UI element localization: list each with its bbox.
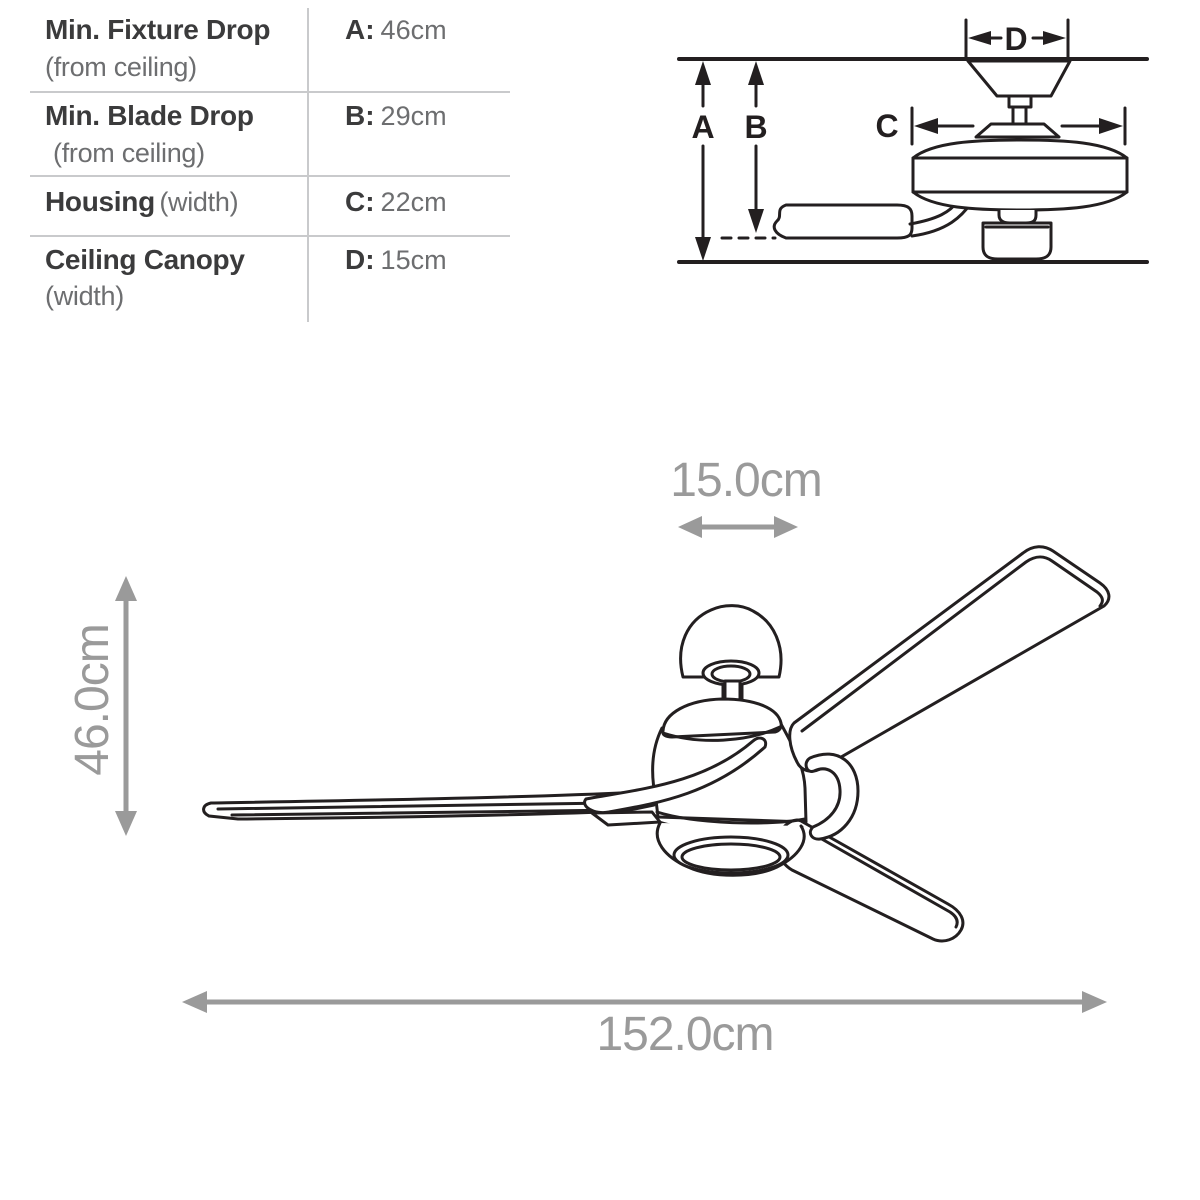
row-sublabel: (from ceiling) xyxy=(53,138,205,168)
blade-side-view xyxy=(774,205,912,238)
dim-key: A: xyxy=(345,14,375,45)
fan-blade-iron-right xyxy=(806,754,858,839)
light-kit-neck xyxy=(999,210,1036,223)
dim-key: D: xyxy=(345,244,375,275)
dim-value: 22cm xyxy=(380,187,447,217)
dimension-a-arrow xyxy=(691,61,714,261)
row-label: Ceiling Canopy xyxy=(45,244,245,275)
light-lens-outer xyxy=(674,837,788,873)
blade-span-label: 152.0cm xyxy=(596,1008,774,1061)
dim-value: 15cm xyxy=(380,245,447,275)
dimension-b-arrow xyxy=(744,61,767,233)
label-d: D xyxy=(1004,21,1028,57)
canopy-collar xyxy=(1009,96,1031,107)
row-sublabel: (width) xyxy=(159,187,239,217)
downrod-side-view xyxy=(1013,107,1026,124)
dim-key: C: xyxy=(345,186,375,217)
label-a: A xyxy=(691,109,715,145)
dimension-d-arrow xyxy=(966,20,1068,57)
dimension-annotations xyxy=(66,454,1107,1061)
fixture-height-label: 46.0cm xyxy=(66,624,119,776)
dim-value: 46cm xyxy=(380,15,447,45)
mount-diagram xyxy=(679,20,1147,262)
motor-housing-side-view xyxy=(913,140,1127,210)
label-b: B xyxy=(744,109,768,145)
fan-blade-upper-right xyxy=(790,547,1109,771)
dim-value: 29cm xyxy=(380,101,447,131)
canopy-width-arrow xyxy=(678,516,798,538)
motor-mount xyxy=(976,124,1059,137)
row-sublabel: (width) xyxy=(45,281,124,311)
row-label: Min. Fixture Drop xyxy=(45,14,271,45)
row-label: Housing xyxy=(45,186,155,217)
dim-key: B: xyxy=(345,100,375,131)
label-c: C xyxy=(875,108,899,144)
canopy-side-view xyxy=(968,61,1070,96)
row-sublabel: (from ceiling) xyxy=(45,52,197,82)
fan-motor-dome xyxy=(663,699,781,737)
canopy-width-label: 15.0cm xyxy=(670,454,822,507)
row-label: Min. Blade Drop xyxy=(45,100,254,131)
fan-illustration xyxy=(204,547,1109,941)
